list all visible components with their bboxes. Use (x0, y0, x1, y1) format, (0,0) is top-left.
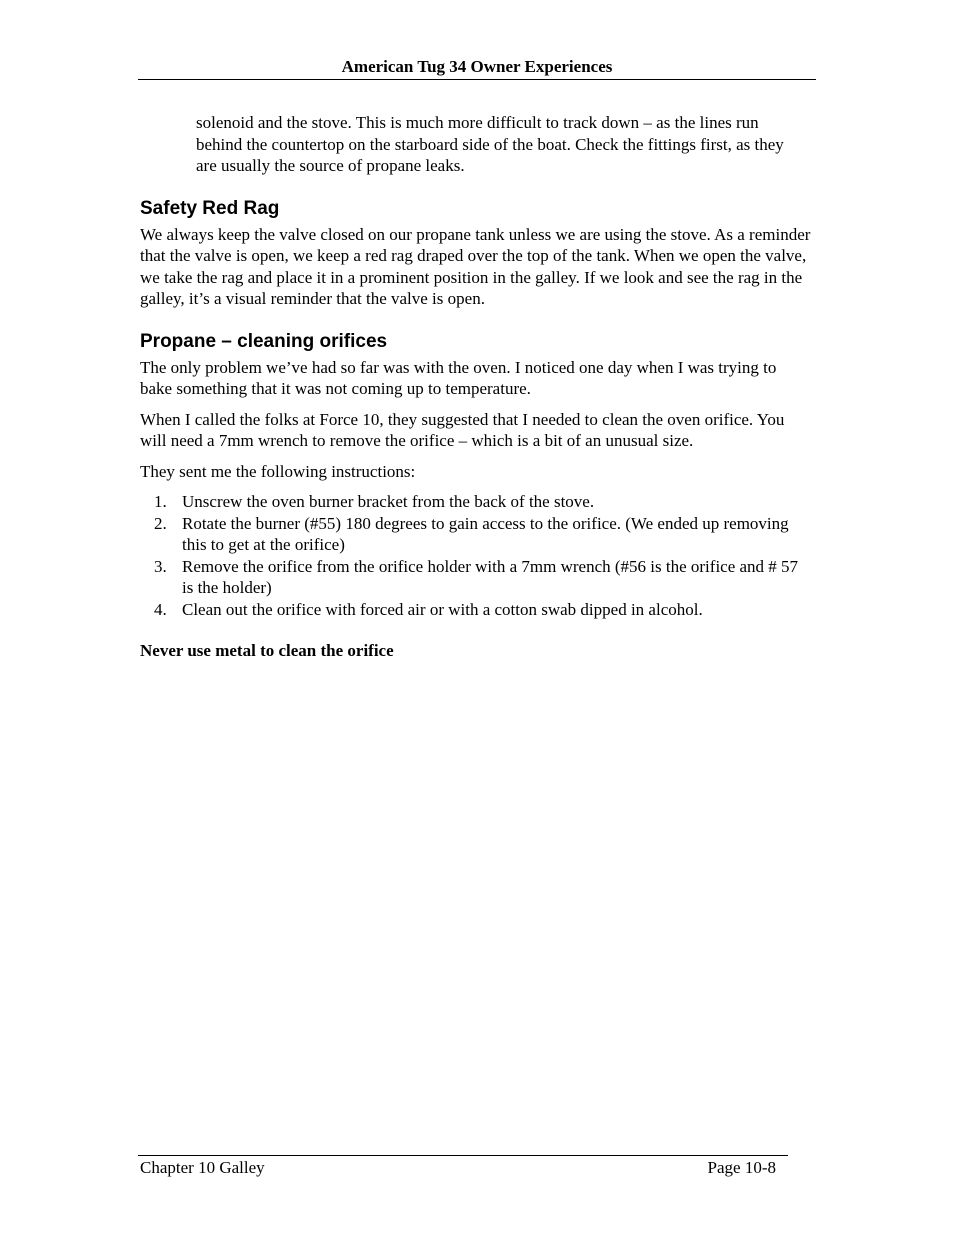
instructions-list (140, 491, 812, 620)
list-item-number: 4. (154, 599, 167, 619)
footer-chapter: Chapter 10 Galley (140, 1158, 265, 1177)
document-title: American Tug 34 Owner Experiences (341, 57, 613, 76)
list-item (140, 513, 812, 556)
heading-safety-red-rag: Safety Red Rag (140, 197, 280, 219)
footer-page-number: Page 10-8 (707, 1158, 776, 1177)
page-header (138, 56, 816, 80)
list-item (140, 491, 812, 513)
warning-note: Never use metal to clean the orifice (140, 641, 394, 660)
list-item (140, 556, 812, 599)
continuation-paragraph: solenoid and the stove. This is much more difficult to track down – as the lines run behind the countertop on the starboard side of the boat. Check the fittings first, as they are usually the source of propane leaks. (196, 113, 784, 175)
page-content (140, 112, 812, 662)
page-footer (138, 1155, 788, 1177)
list-item-number: 1. (154, 492, 167, 511)
list-item-text: Remove the orifice from the orifice holder with a 7mm wrench (#56 is the orifice and # 57 is the holder) (182, 556, 799, 597)
propane-paragraph-2: When I called the folks at Force 10, they suggested that I needed to clean the oven orifice. You will need a 7mm wrench to remove the orifice – which is a bit of an unusual size. (140, 409, 785, 450)
list-item-number: 3. (154, 556, 167, 576)
list-item (140, 599, 812, 621)
list-item-text: Unscrew the oven burner bracket from the back of the stove. (182, 492, 595, 511)
list-item-number: 2. (154, 513, 167, 533)
list-item-text: Rotate the burner (#55) 180 degrees to gain access to the orifice. (We ended up removing this to get at the orifice) (182, 513, 789, 554)
safety-paragraph: We always keep the valve closed on our propane tank unless we are using the stove. As a reminder that the valve is open, we keep a red rag draped over the top of the tank. When we open the valve, we take the rag and place it in a prominent position in the galley. If we look and see the rag in the galley, it’s a visual reminder that the valve is open. (140, 224, 811, 308)
propane-paragraph-1: The only problem we’ve had so far was with the oven. I noticed one day when I was trying to bake something that it was not coming up to temperature. (140, 357, 777, 398)
list-item-text: Clean out the orifice with forced air or with a cotton swab dipped in alcohol. (182, 599, 703, 619)
propane-paragraph-3: They sent me the following instructions: (140, 461, 416, 481)
heading-propane-cleaning: Propane – cleaning orifices (140, 330, 388, 352)
